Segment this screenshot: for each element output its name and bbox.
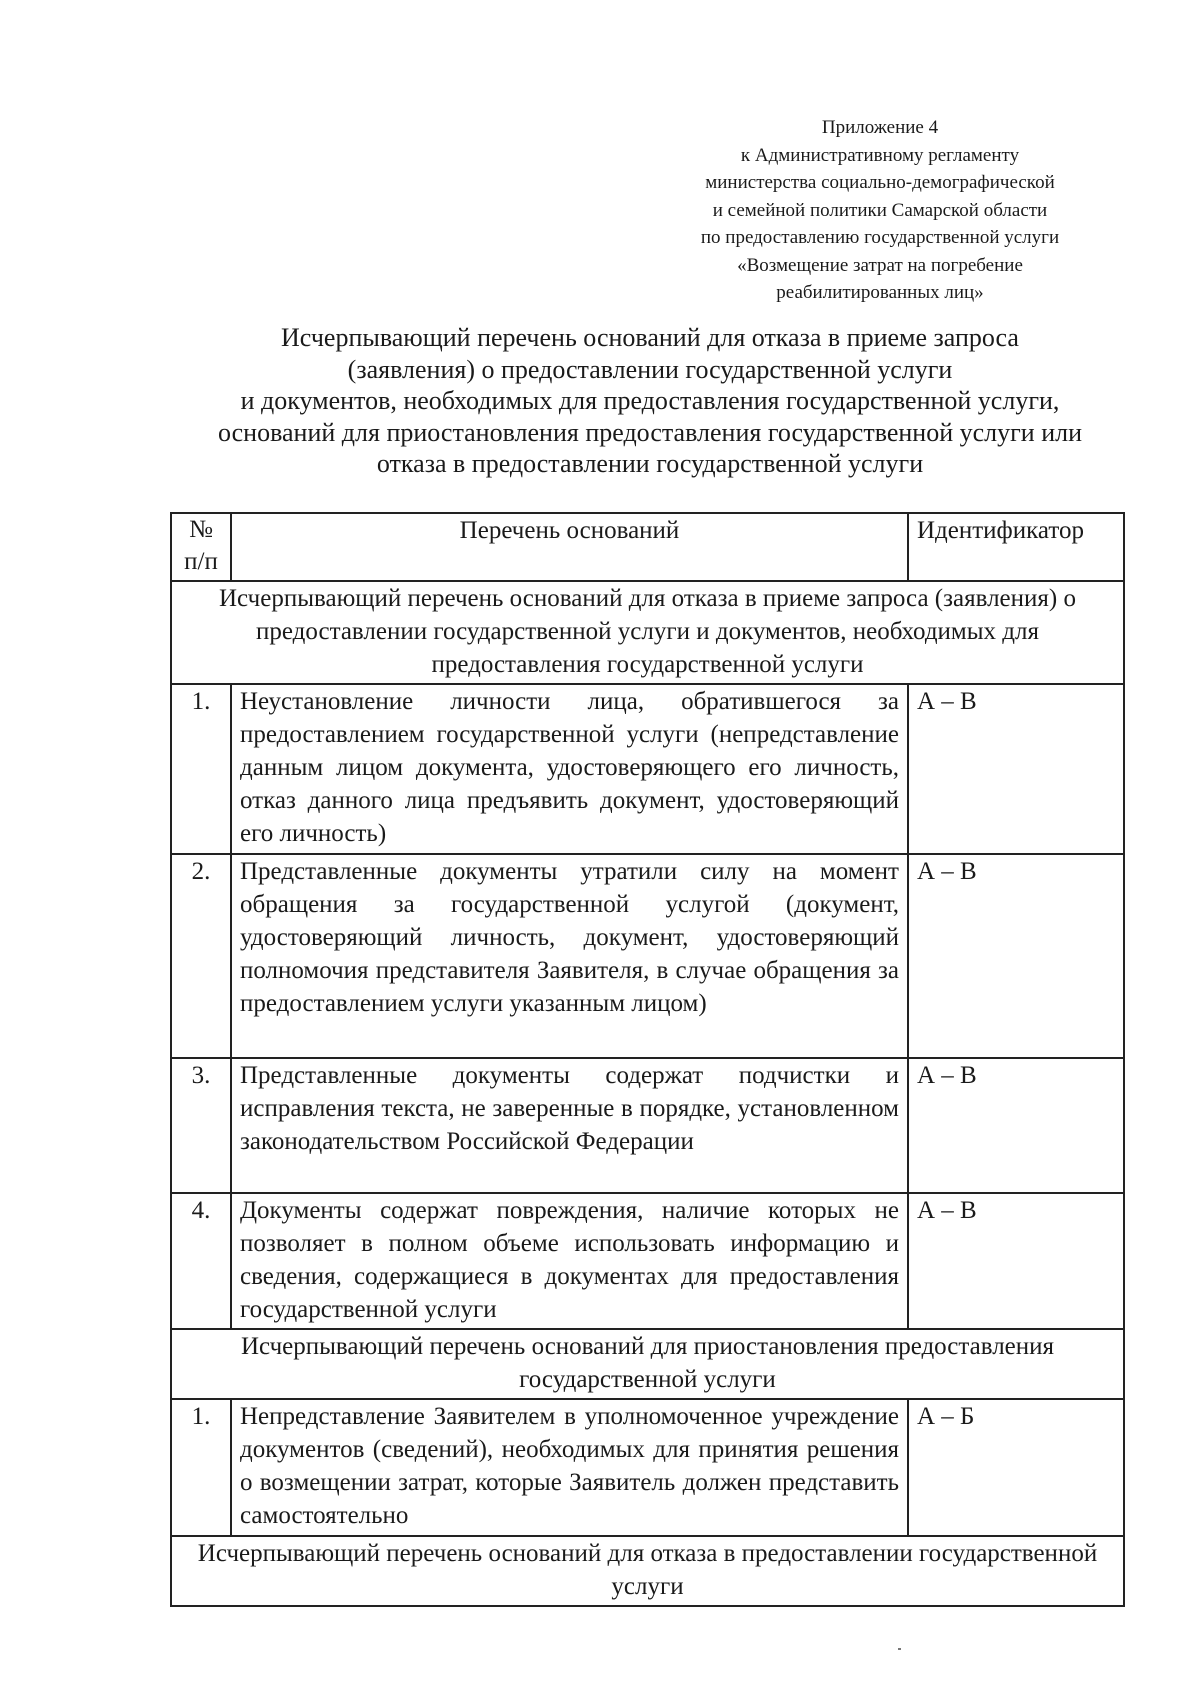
appendix-line: к Административному регламенту bbox=[740, 144, 1020, 166]
appendix-line: по предоставлению государственной услуги bbox=[700, 227, 1060, 248]
title-line: и документов, необходимых для предоставления государственной услуги, bbox=[240, 386, 1060, 415]
row-identifier: А – В bbox=[908, 684, 1124, 854]
section-row bbox=[171, 1329, 1124, 1399]
title-line: оснований для приостановления предоставления государственной услуги или bbox=[217, 417, 1083, 447]
row-reason: Представленные документы утратили силу на момент обращения за государственной услугой (документ, удостоверяющий личность, документ, удостоверяющий полномочия представителя Заявителя, в случае обращения за предоставлением услуги указанным лицом) bbox=[231, 854, 908, 1058]
appendix-line: «Возмещение затрат на погребение bbox=[737, 254, 1023, 276]
table-row bbox=[171, 684, 1124, 854]
row-reason: Документы содержат повреждения, наличие которых не позволяет в полном объеме использовать информацию и сведения, содержащиеся в документах для предоставления государственной услуги bbox=[231, 1193, 908, 1329]
header-number: № п/п bbox=[171, 513, 231, 581]
table-row bbox=[171, 1058, 1124, 1193]
table-row bbox=[171, 1399, 1124, 1536]
row-number: 1. bbox=[171, 1399, 231, 1536]
section-title: Исчерпывающий перечень оснований для отказа в приеме запроса (заявления) о предоставлении государственной услуги и документов, необходимых для предоставления государственной услуги bbox=[171, 581, 1124, 684]
document-title bbox=[120, 322, 1180, 480]
section-title: Исчерпывающий перечень оснований для приостановления предоставления государственной услуги bbox=[171, 1329, 1124, 1399]
header-identifier: Идентификатор bbox=[908, 513, 1124, 581]
title-line: отказа в предоставлении государственной услуги bbox=[376, 449, 924, 478]
row-reason: Непредставление Заявителем в уполномоченное учреждение документов (сведений), необходимых для принятия решения о возмещении затрат, которые Заявитель должен представить самостоятельно bbox=[231, 1399, 908, 1536]
row-number: 2. bbox=[171, 854, 231, 1058]
appendix-line: и семейной политики Самарской области bbox=[712, 199, 1048, 221]
row-identifier: А – В bbox=[908, 1058, 1124, 1193]
scan-speck bbox=[898, 1648, 901, 1650]
title-line: Исчерпывающий перечень оснований для отказа в приеме запроса bbox=[281, 323, 1019, 352]
table-row bbox=[171, 854, 1124, 1058]
table-header-row bbox=[171, 513, 1124, 581]
appendix-line: реабилитированных лиц» bbox=[776, 282, 984, 303]
row-number: 3. bbox=[171, 1058, 231, 1193]
title-line: (заявления) о предоставлении государственной услуги bbox=[347, 354, 953, 384]
row-identifier: А – В bbox=[908, 854, 1124, 1058]
reasons-table bbox=[170, 512, 1125, 1607]
row-identifier: А – Б bbox=[908, 1399, 1124, 1536]
row-reason: Представленные документы содержат подчистки и исправления текста, не заверенные в порядке, установленном законодательством Российской Федерации bbox=[231, 1058, 908, 1193]
header-reasons: Перечень оснований bbox=[231, 513, 908, 581]
section-row bbox=[171, 1536, 1124, 1606]
row-number: 4. bbox=[171, 1193, 231, 1329]
appendix-line: Приложение 4 bbox=[821, 117, 939, 138]
appendix-line: министерства социально-демографической bbox=[705, 172, 1055, 193]
row-identifier: А – В bbox=[908, 1193, 1124, 1329]
row-number: 1. bbox=[171, 684, 231, 854]
appendix-block bbox=[660, 114, 1100, 307]
table-row bbox=[171, 1193, 1124, 1329]
section-title: Исчерпывающий перечень оснований для отказа в предоставлении государственной услуги bbox=[171, 1536, 1124, 1606]
row-reason: Неустановление личности лица, обратившегося за предоставлением государственной услуги (непредставление данным лицом документа, удостоверяющего его личность, отказ данного лица предъявить документ, удостоверяющий его личность) bbox=[231, 684, 908, 854]
section-row bbox=[171, 581, 1124, 684]
